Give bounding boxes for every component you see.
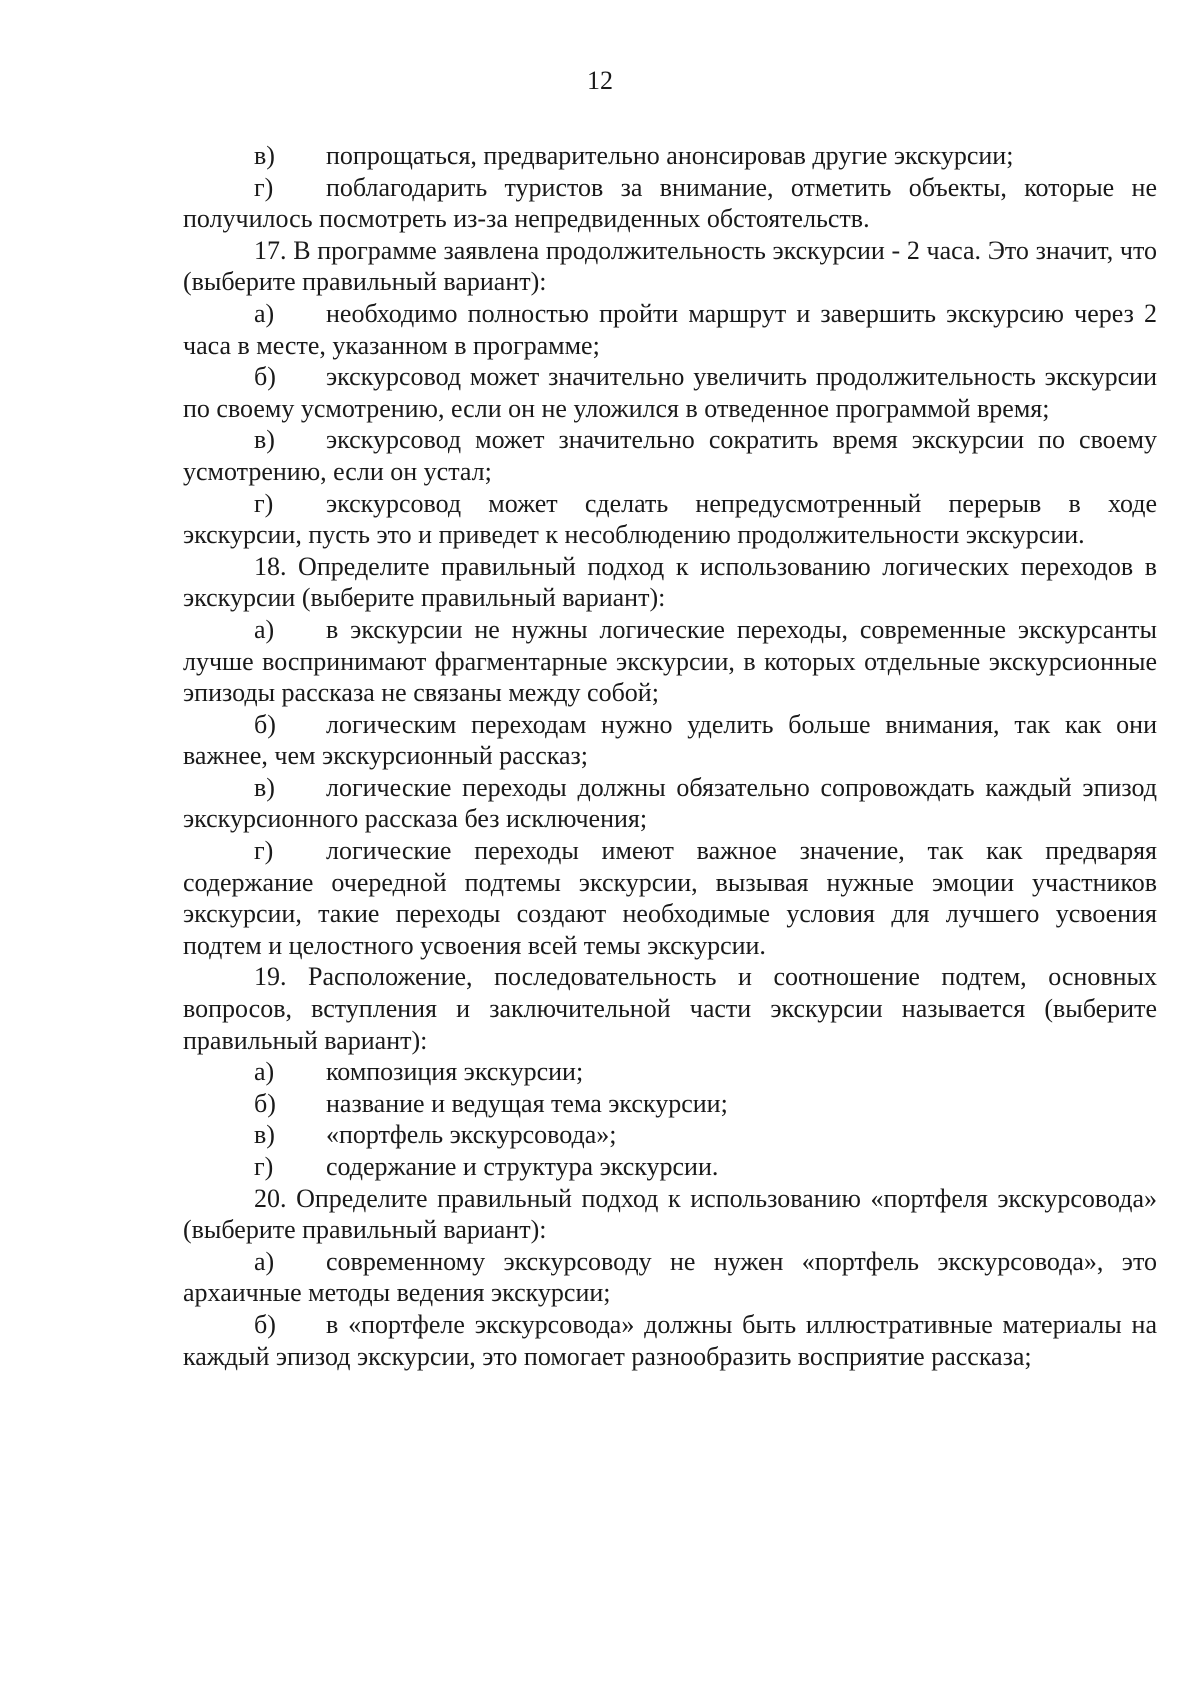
question-19 xyxy=(183,961,1157,1056)
answer-option xyxy=(183,361,1157,424)
option-marker: в) xyxy=(254,772,275,802)
question-18 xyxy=(183,551,1157,614)
option-marker: б) xyxy=(254,709,276,739)
option-marker: б) xyxy=(254,1088,276,1118)
option-marker: в) xyxy=(254,141,275,170)
answer-option xyxy=(183,488,1157,551)
answer-option xyxy=(183,614,1157,709)
question-text: 19. Расположение, последовательность и соотношение подтем, основных вопросов, вступления и заключительной части экскурсии называется (выберите правильный вариант): xyxy=(183,962,1157,1055)
answer-option xyxy=(183,835,1157,961)
answer-option xyxy=(183,1309,1157,1372)
option-marker: а) xyxy=(254,1057,275,1087)
option-marker: а) xyxy=(254,1246,275,1276)
option-marker: г) xyxy=(254,172,274,202)
option-text: необходимо полностью пройти маршрут и завершить экскурсию через 2 часа в месте, указанном в программе; xyxy=(183,298,1157,360)
option-marker: г) xyxy=(254,488,274,518)
answer-option xyxy=(183,1246,1157,1309)
option-marker: в) xyxy=(254,425,275,455)
option-text: «портфель экскурсовода»; xyxy=(326,1120,617,1150)
answer-option xyxy=(183,424,1157,487)
question-text: 20. Определите правильный подход к использованию «портфеля экскурсовода» (выберите правильный вариант): xyxy=(183,1183,1157,1245)
answer-option xyxy=(183,772,1157,835)
option-marker: а) xyxy=(254,298,275,328)
page-number: 12 xyxy=(587,66,613,95)
answer-option xyxy=(183,1151,1157,1183)
question-text: 18. Определите правильный подход к использованию логических переходов в экскурсии (выберите правильный вариант): xyxy=(183,551,1157,613)
option-text: логические переходы должны обязательно сопровождать каждый эпизод экскурсионного рассказа без исключения; xyxy=(183,772,1157,834)
option-marker: г) xyxy=(254,836,274,866)
option-text: логические переходы имеют важное значение, так как предваряя содержание очередной подтемы экскурсии, вызывая нужные эмоции участников экскурсии, такие переходы создают необходимые условия для лучшего усвоения подтем и целостного усвоения всей темы экскурсии. xyxy=(183,836,1157,960)
option-marker: в) xyxy=(254,1120,275,1150)
question-text: 17. В программе заявлена продолжительность экскурсии - 2 часа. Это значит, что (выберите правильный вариант): xyxy=(183,235,1157,297)
option-text: экскурсовод может сделать непредусмотренный перерыв в ходе экскурсии, пусть это и приведет к несоблюдению продолжительности экскурсии. xyxy=(183,488,1157,550)
option-text: в «портфеле экскурсовода» должны быть иллюстративные материалы на каждый эпизод экскурсии, это помогает разнообразить восприятие рассказа; xyxy=(183,1309,1157,1371)
answer-option xyxy=(183,298,1157,361)
option-text: экскурсовод может значительно сократить время экскурсии по своему усмотрению, если он устал; xyxy=(183,425,1157,486)
option-marker: г) xyxy=(254,1152,274,1181)
option-text: современному экскурсоводу не нужен «портфель экскурсовода», это архаичные методы ведения экскурсии; xyxy=(183,1246,1157,1308)
option-marker: б) xyxy=(254,1309,276,1339)
option-text: логическим переходам нужно уделить больше внимания, так как они важнее, чем экскурсионный рассказ; xyxy=(183,709,1157,771)
answer-option xyxy=(183,1088,1157,1120)
option-text: содержание и структура экскурсии. xyxy=(326,1152,719,1181)
option-marker: б) xyxy=(254,362,276,392)
option-text: экскурсовод может значительно увеличить продолжительность экскурсии по своему усмотрению, если он не уложился в отведенное программой время; xyxy=(183,362,1157,423)
question-17 xyxy=(183,235,1157,298)
answer-option xyxy=(183,709,1157,772)
option-marker: а) xyxy=(254,614,275,644)
option-text: попрощаться, предварительно анонсировав другие экскурсии; xyxy=(326,141,1014,170)
option-text: в экскурсии не нужны логические переходы, современные экскурсанты лучше воспринимают фрагментарные экскурсии, в которых отдельные экскурсионные эпизоды рассказа не связаны между собой; xyxy=(183,614,1157,708)
answer-option xyxy=(183,172,1157,235)
answer-option xyxy=(183,1119,1157,1151)
answer-option xyxy=(183,1056,1157,1088)
option-text: название и ведущая тема экскурсии; xyxy=(326,1088,728,1118)
question-20 xyxy=(183,1183,1157,1246)
document-body xyxy=(183,140,1157,1372)
option-text: поблагодарить туристов за внимание, отметить объекты, которые не получилось посмотреть из-за непредвиденных обстоятельств. xyxy=(183,172,1157,234)
answer-option xyxy=(183,140,1157,172)
option-text: композиция экскурсии; xyxy=(326,1057,584,1087)
